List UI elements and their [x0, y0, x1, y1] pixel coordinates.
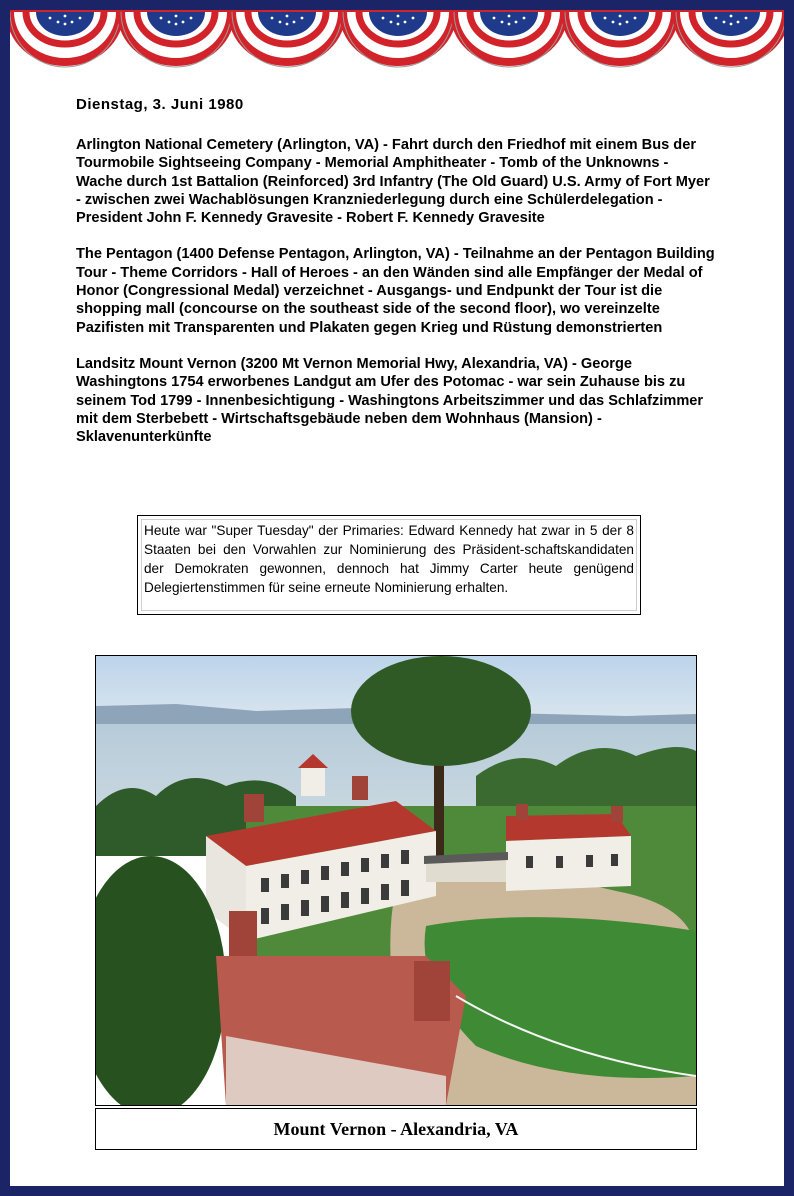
page-frame — [10, 10, 784, 1186]
photo-caption-box — [95, 1108, 697, 1150]
info-box-text: Heute war "Super Tuesday" der Primaries: Edward Kennedy hat zwar in 5 der 8 Staaten bei den Vorwahlen zur Nominierung des Präsident-schaftskandidaten der Demokraten gewonnen, dennoch hat Jimmy Carter heute genügend Delegiertenstimmen für seine erneute Nominierung erhalten. — [141, 519, 637, 611]
photo-caption: Mount Vernon - Alexandria, VA — [273, 1118, 519, 1139]
paragraph-arlington: Arlington National Cemetery (Arlington, VA) - Fahrt durch den Friedhof mit einem Bus der Tourmobile Sightseeing Company - Memorial Amphitheater - Tomb of the Unknowns - Wache durch 1st Battalion (Reinforced) 3rd Infantry (The Old Guard) U.S. Army of Fort Myer - zwischen zwei Wachablösungen Kranzniederlegung durch eine Schülerdelegation - President John F. Kennedy Gravesite - Robert F. Kennedy Gravesite — [76, 137, 710, 227]
mount-vernon-illustration — [96, 656, 696, 1105]
info-box — [137, 515, 641, 615]
patriotic-bunting-decoration — [10, 10, 784, 70]
paragraph-pentagon: The Pentagon (1400 Defense Pentagon, Arlington, VA) - Teilnahme an der Pentagon Building Tour - Theme Corridors - Hall of Heroes - an den Wänden sind alle Empfänger der Medal of Honor (Congressional Medal) verzeichnet - Ausgangs- und Endpunkt der Tour ist die shopping mall (concourse on the southeast side of the second floor), wo vereinzelte Pazifisten mit Transparenten und Plakaten gegen Krieg und Rüstung demonstrierten — [76, 246, 715, 336]
paragraph-mount-vernon: Landsitz Mount Vernon (3200 Mt Vernon Memorial Hwy, Alexandria, VA) - George Washingtons 1754 erworbenes Landgut am Ufer des Potomac - war sein Zuhause bis zu seinem Tod 1799 - Innenbesichtigung - Washingtons Arbeitszimmer und das Schlafzimmer mit dem Sterbebett - Wirtschaftsgebäude neben dem Wohnhaus (Mansion) - Sklavenunterkünfte — [76, 355, 704, 446]
mount-vernon-photo — [95, 655, 697, 1106]
diary-content — [76, 96, 716, 464]
entry-date: Dienstag, 3. Juni 1980 — [76, 96, 244, 113]
